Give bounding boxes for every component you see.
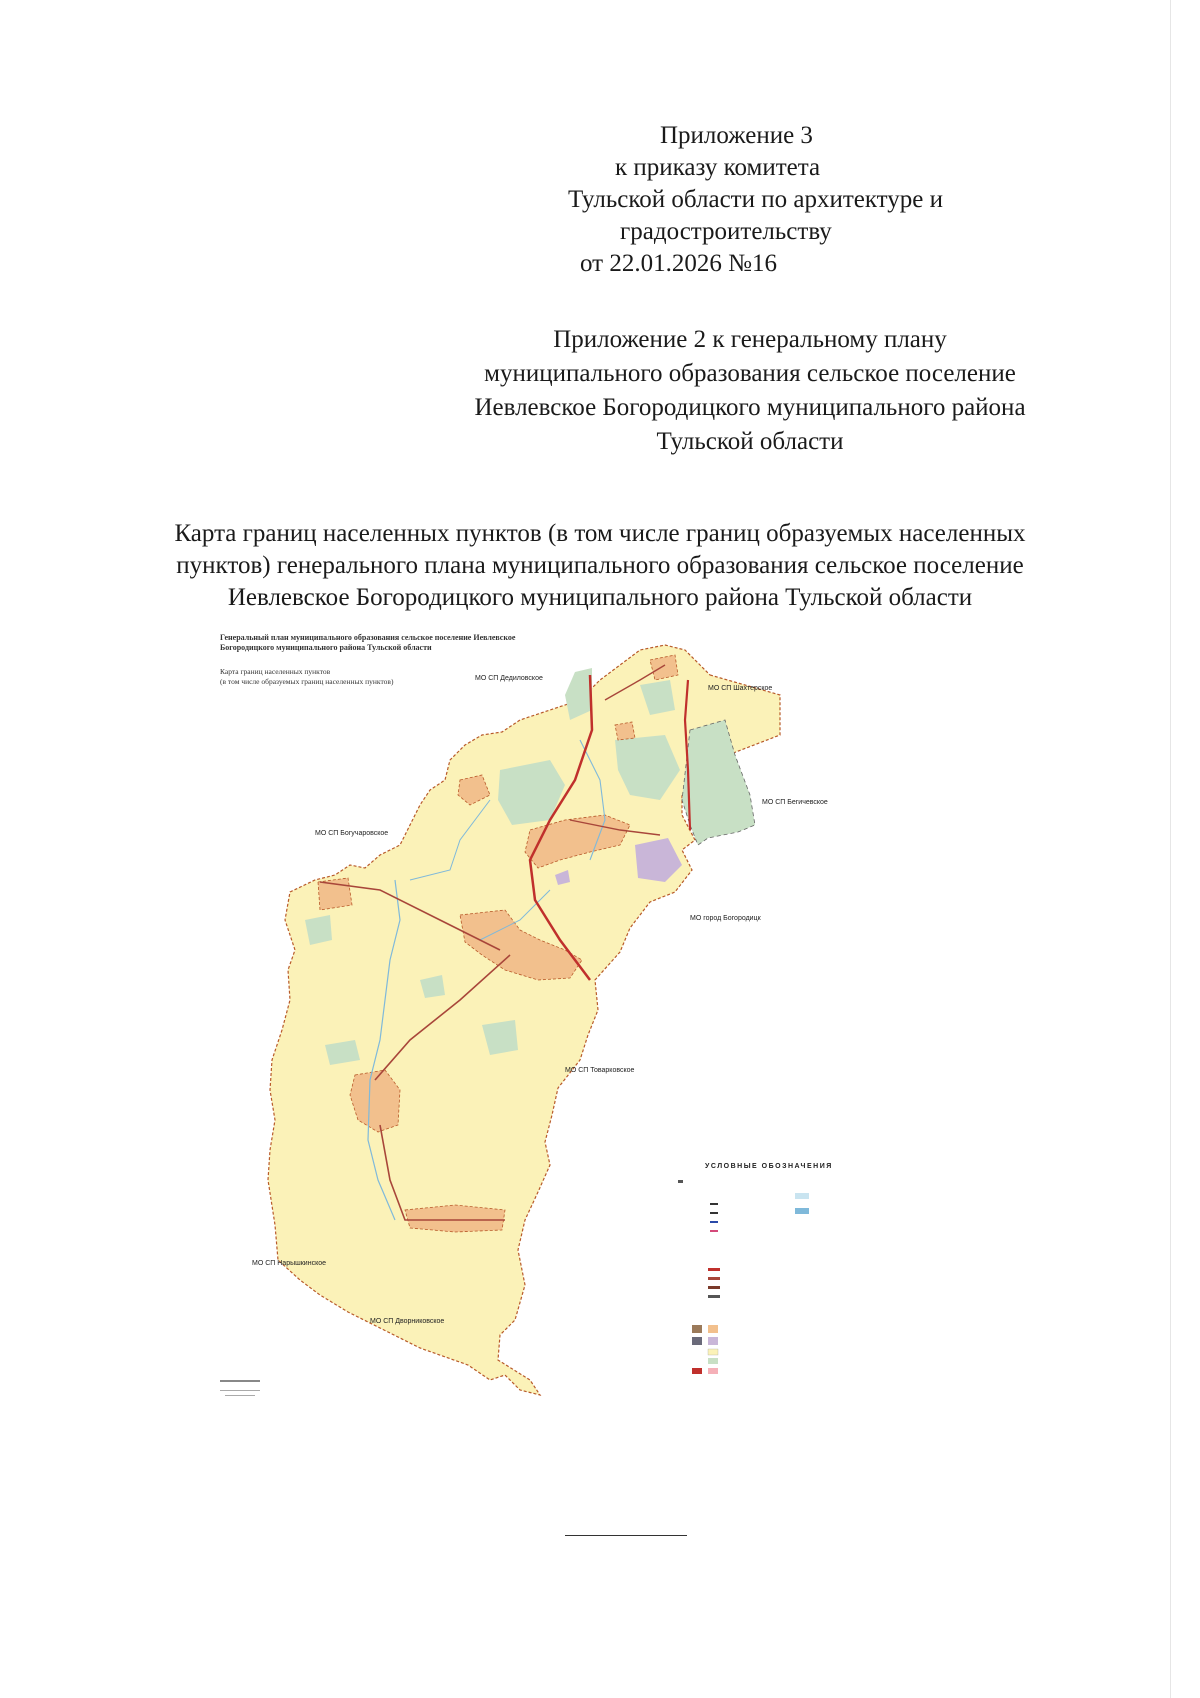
neighbor-label: МО СП Дворниковское bbox=[370, 1318, 445, 1325]
appendix-2-line: Тульской области bbox=[656, 428, 844, 455]
legend-swatch bbox=[692, 1337, 702, 1345]
settlement-area bbox=[405, 1205, 505, 1232]
legend-swatch bbox=[708, 1286, 720, 1289]
legend-swatch bbox=[795, 1208, 809, 1214]
legend-swatch bbox=[692, 1325, 702, 1333]
appendix-3-header bbox=[520, 120, 1020, 280]
legend-mark bbox=[678, 1180, 683, 1183]
legend-mark bbox=[710, 1203, 718, 1205]
page-edge-line bbox=[1170, 0, 1171, 1698]
appendix-3-line: градостроительству bbox=[620, 218, 832, 245]
neighbor-label: МО СП Товарковское bbox=[565, 1067, 635, 1074]
map-title-line: Иевлевское Богородицкого муниципального района Тульской области bbox=[227, 584, 973, 611]
scale-bar bbox=[220, 1380, 260, 1396]
map-header-line: Богородицкого муниципального района Тульской области bbox=[220, 643, 432, 652]
legend-swatch bbox=[692, 1368, 702, 1374]
legend-swatch bbox=[708, 1325, 718, 1333]
legend-swatch bbox=[708, 1268, 720, 1271]
map-subtitle-line: Карта границ населенных пунктов bbox=[220, 667, 331, 676]
legend-title: УСЛОВНЫЕ ОБОЗНАЧЕНИЯ bbox=[705, 1163, 833, 1170]
legend-swatch bbox=[708, 1337, 718, 1345]
map-legend bbox=[678, 1163, 833, 1374]
map-header-line: Генеральный план муниципального образования сельское поселение Иевлевское bbox=[220, 633, 516, 642]
map-title-line: пунктов) генерального плана муниципального образования сельское поселение bbox=[176, 552, 1024, 579]
map-title-line: Карта границ населенных пунктов (в том числе границ образуемых населенных bbox=[174, 520, 1026, 547]
neighbor-label: МО СП Дедиловское bbox=[475, 675, 543, 682]
appendix-3-title: Приложение 3 bbox=[660, 122, 813, 149]
bottom-separator-line bbox=[565, 1535, 687, 1536]
legend-swatch bbox=[708, 1349, 718, 1355]
legend-mark bbox=[710, 1230, 718, 1232]
appendix-2-line: Приложение 2 к генеральному плану bbox=[553, 326, 947, 353]
neighbor-label: МО СП Богучаровское bbox=[315, 830, 389, 837]
map-title bbox=[100, 518, 1100, 614]
legend-swatch bbox=[708, 1295, 720, 1298]
legend-swatch bbox=[708, 1368, 718, 1374]
neighbor-label: МО СП Бегичевское bbox=[762, 799, 828, 806]
appendix-2-line: муниципального образования сельское поселение bbox=[484, 360, 1016, 387]
legend-mark bbox=[710, 1212, 718, 1214]
appendix-3-line: Тульской области по архитектуре и bbox=[568, 186, 943, 213]
neighbor-label: МО СП Шахтерское bbox=[708, 685, 773, 692]
legend-swatch bbox=[708, 1277, 720, 1280]
settlement-area bbox=[615, 722, 635, 740]
map-svg bbox=[220, 620, 940, 1520]
appendix-3-line: к приказу комитета bbox=[615, 154, 821, 181]
legend-mark bbox=[710, 1221, 718, 1223]
legend-swatch bbox=[708, 1358, 718, 1364]
legend-swatch bbox=[795, 1193, 809, 1199]
appendix-2-line: Иевлевское Богородицкого муниципального района bbox=[474, 394, 1026, 421]
settlement-boundaries-map bbox=[220, 620, 940, 1520]
neighbor-label: МО город Богородицк bbox=[690, 915, 761, 922]
appendix-2-header bbox=[400, 323, 1100, 459]
neighbor-label: МО СП Нарышкинское bbox=[252, 1260, 327, 1267]
appendix-3-date: от 22.01.2026 №16 bbox=[580, 250, 777, 277]
map-subtitle-line: (в том числе образуемых границ населенных пунктов) bbox=[220, 677, 394, 686]
